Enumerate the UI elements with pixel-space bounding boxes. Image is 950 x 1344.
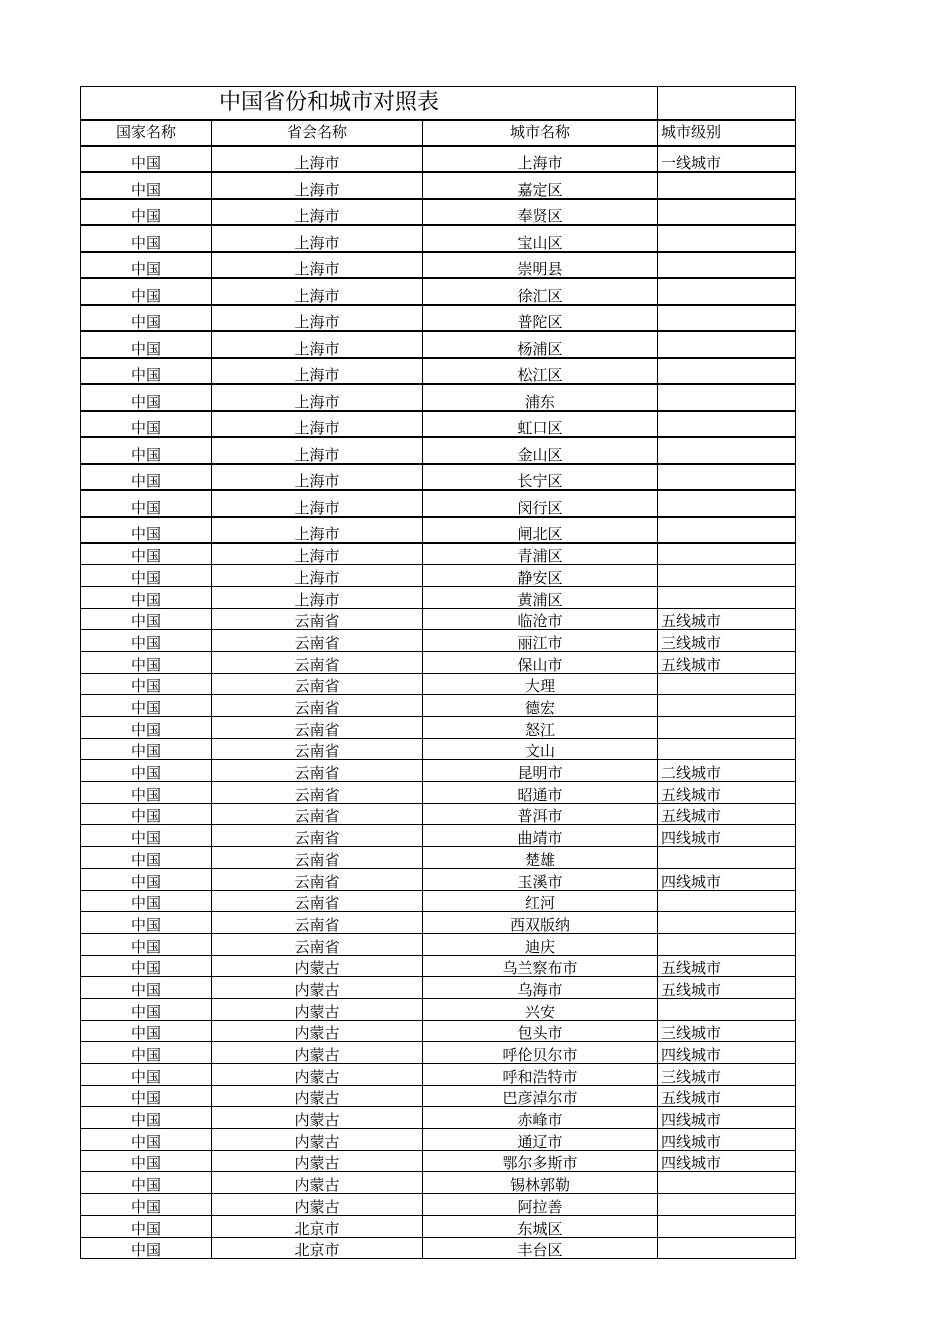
cell-province[interactable]: 上海市	[212, 358, 423, 385]
table-row	[81, 1064, 796, 1086]
cell-province[interactable]: 云南省	[212, 933, 423, 955]
table-row	[81, 1172, 796, 1194]
cell-country[interactable]: 中国	[81, 847, 212, 869]
cell-city[interactable]: 长宁区	[423, 464, 658, 491]
cell-province[interactable]: 云南省	[212, 868, 423, 890]
cell-province[interactable]: 云南省	[212, 717, 423, 739]
table-row	[81, 1150, 796, 1172]
table-row	[81, 305, 796, 332]
cell-country[interactable]: 中国	[81, 384, 212, 411]
cell-province[interactable]: 云南省	[212, 803, 423, 825]
table-row	[81, 384, 796, 411]
cell-country[interactable]: 中国	[81, 630, 212, 652]
cell-level[interactable]: 三线城市	[658, 1020, 796, 1042]
cell-country[interactable]: 中国	[81, 437, 212, 464]
cell-city[interactable]: 奉贤区	[423, 199, 658, 226]
table-row	[81, 225, 796, 252]
cell-level[interactable]: 四线城市	[658, 1129, 796, 1151]
cell-city[interactable]: 呼和浩特市	[423, 1064, 658, 1086]
cell-city[interactable]: 赤峰市	[423, 1107, 658, 1129]
cell-level[interactable]	[658, 933, 796, 955]
cell-country[interactable]: 中国	[81, 977, 212, 999]
cell-country[interactable]: 中国	[81, 331, 212, 358]
table-row	[81, 199, 796, 226]
cell-country[interactable]: 中国	[81, 1172, 212, 1194]
cell-province[interactable]: 云南省	[212, 760, 423, 782]
cell-level[interactable]	[658, 464, 796, 491]
cell-province[interactable]: 内蒙古	[212, 1064, 423, 1086]
cell-country[interactable]: 中国	[81, 695, 212, 717]
cell-level[interactable]: 四线城市	[658, 1150, 796, 1172]
cell-city[interactable]: 黄浦区	[423, 586, 658, 608]
cell-level[interactable]	[658, 490, 796, 517]
table-row	[81, 760, 796, 782]
cell-level[interactable]	[658, 384, 796, 411]
cell-country[interactable]: 中国	[81, 1215, 212, 1237]
cell-city[interactable]: 松江区	[423, 358, 658, 385]
cell-city[interactable]: 普陀区	[423, 305, 658, 332]
cell-province[interactable]: 内蒙古	[212, 1020, 423, 1042]
cell-country[interactable]: 中国	[81, 673, 212, 695]
cell-province[interactable]: 上海市	[212, 565, 423, 587]
cell-level[interactable]: 二线城市	[658, 760, 796, 782]
table-row	[81, 847, 796, 869]
cell-level[interactable]	[658, 172, 796, 199]
cell-country[interactable]: 中国	[81, 738, 212, 760]
table-row	[81, 608, 796, 630]
cell-country[interactable]: 中国	[81, 1042, 212, 1064]
table-row	[81, 146, 796, 173]
cell-province[interactable]: 云南省	[212, 825, 423, 847]
table-row	[81, 933, 796, 955]
table-row	[81, 651, 796, 673]
cell-country[interactable]: 中国	[81, 490, 212, 517]
cell-city[interactable]: 玉溪市	[423, 868, 658, 890]
cell-country[interactable]: 中国	[81, 1020, 212, 1042]
table-row	[81, 695, 796, 717]
cell-country[interactable]: 中国	[81, 358, 212, 385]
cell-city[interactable]: 文山	[423, 738, 658, 760]
cell-province[interactable]: 内蒙古	[212, 955, 423, 977]
cell-country[interactable]: 中国	[81, 608, 212, 630]
cell-province[interactable]: 云南省	[212, 782, 423, 804]
cell-province[interactable]: 云南省	[212, 912, 423, 934]
cell-level[interactable]: 五线城市	[658, 1085, 796, 1107]
cell-level[interactable]: 四线城市	[658, 825, 796, 847]
cell-level[interactable]	[658, 1172, 796, 1194]
cell-level[interactable]	[658, 565, 796, 587]
cell-level[interactable]	[658, 517, 796, 544]
table-row	[81, 868, 796, 890]
cell-level[interactable]	[658, 543, 796, 565]
cell-level[interactable]: 五线城市	[658, 608, 796, 630]
cell-city[interactable]: 大理	[423, 673, 658, 695]
cell-city[interactable]: 红河	[423, 890, 658, 912]
table-row	[81, 890, 796, 912]
cell-city[interactable]: 通辽市	[423, 1129, 658, 1151]
cell-country[interactable]: 中国	[81, 172, 212, 199]
cell-province[interactable]: 北京市	[212, 1237, 423, 1259]
cell-country[interactable]: 中国	[81, 543, 212, 565]
cell-level[interactable]: 四线城市	[658, 1107, 796, 1129]
table-row	[81, 673, 796, 695]
table-row	[81, 1042, 796, 1064]
cell-level[interactable]: 一线城市	[658, 146, 796, 173]
cell-province[interactable]: 上海市	[212, 278, 423, 305]
cell-province[interactable]: 内蒙古	[212, 977, 423, 999]
table-row	[81, 586, 796, 608]
cell-level[interactable]	[658, 1194, 796, 1216]
cell-province[interactable]: 上海市	[212, 384, 423, 411]
cell-level[interactable]: 三线城市	[658, 1064, 796, 1086]
table-row	[81, 782, 796, 804]
cell-city[interactable]: 徐汇区	[423, 278, 658, 305]
cell-level[interactable]	[658, 912, 796, 934]
table-row	[81, 252, 796, 279]
table-row	[81, 1085, 796, 1107]
table-row	[81, 977, 796, 999]
cell-city[interactable]: 巴彦淖尔市	[423, 1085, 658, 1107]
cell-level[interactable]: 五线城市	[658, 977, 796, 999]
table-row	[81, 1020, 796, 1042]
cell-city[interactable]: 崇明县	[423, 252, 658, 279]
cell-country[interactable]: 中国	[81, 782, 212, 804]
cell-city[interactable]: 浦东	[423, 384, 658, 411]
cell-country[interactable]: 中国	[81, 586, 212, 608]
header-city[interactable]: 城市名称	[423, 120, 658, 146]
table-row	[81, 358, 796, 385]
cell-city[interactable]: 闸北区	[423, 517, 658, 544]
cell-province[interactable]: 云南省	[212, 738, 423, 760]
cell-level[interactable]	[658, 358, 796, 385]
cell-province[interactable]: 云南省	[212, 651, 423, 673]
cell-province[interactable]: 上海市	[212, 331, 423, 358]
table-row	[81, 998, 796, 1020]
cell-province[interactable]: 内蒙古	[212, 1042, 423, 1064]
cell-country[interactable]: 中国	[81, 464, 212, 491]
cell-city[interactable]: 德宏	[423, 695, 658, 717]
header-country[interactable]: 国家名称	[81, 120, 212, 146]
cell-country[interactable]: 中国	[81, 998, 212, 1020]
table-row	[81, 738, 796, 760]
cell-city[interactable]: 兴安	[423, 998, 658, 1020]
table-row	[81, 172, 796, 199]
cell-country[interactable]: 中国	[81, 305, 212, 332]
cell-level[interactable]	[658, 738, 796, 760]
cell-province[interactable]: 上海市	[212, 172, 423, 199]
cell-country[interactable]: 中国	[81, 565, 212, 587]
cell-city[interactable]: 昭通市	[423, 782, 658, 804]
cell-city[interactable]: 迪庆	[423, 933, 658, 955]
cell-city[interactable]: 普洱市	[423, 803, 658, 825]
table-row	[81, 630, 796, 652]
cell-city[interactable]: 宝山区	[423, 225, 658, 252]
cell-country[interactable]: 中国	[81, 1107, 212, 1129]
cell-city[interactable]: 西双版纳	[423, 912, 658, 934]
table-row	[81, 517, 796, 544]
cell-province[interactable]: 上海市	[212, 146, 423, 173]
cell-level[interactable]: 四线城市	[658, 868, 796, 890]
table-row	[81, 464, 796, 491]
cell-level[interactable]	[658, 586, 796, 608]
cell-country[interactable]: 中国	[81, 803, 212, 825]
cell-city[interactable]: 鄂尔多斯市	[423, 1150, 658, 1172]
table-row	[81, 490, 796, 517]
cell-city[interactable]: 上海市	[423, 146, 658, 173]
cell-city[interactable]: 虹口区	[423, 411, 658, 438]
cell-city[interactable]: 保山市	[423, 651, 658, 673]
header-province[interactable]: 省会名称	[212, 120, 423, 146]
cell-province[interactable]: 云南省	[212, 695, 423, 717]
cell-city[interactable]: 闵行区	[423, 490, 658, 517]
cell-level[interactable]	[658, 695, 796, 717]
cell-level[interactable]: 五线城市	[658, 651, 796, 673]
cell-province[interactable]: 云南省	[212, 673, 423, 695]
table-row	[81, 278, 796, 305]
cell-province[interactable]: 上海市	[212, 437, 423, 464]
cell-level[interactable]	[658, 437, 796, 464]
cell-country[interactable]: 中国	[81, 1237, 212, 1259]
table-body	[81, 87, 796, 1259]
cell-city[interactable]: 金山区	[423, 437, 658, 464]
cell-level[interactable]	[658, 331, 796, 358]
cell-province[interactable]: 内蒙古	[212, 1085, 423, 1107]
cell-province[interactable]: 云南省	[212, 608, 423, 630]
cell-province[interactable]: 内蒙古	[212, 1107, 423, 1129]
cell-province[interactable]: 上海市	[212, 252, 423, 279]
cell-country[interactable]: 中国	[81, 1150, 212, 1172]
cell-city[interactable]: 青浦区	[423, 543, 658, 565]
cell-province[interactable]: 上海市	[212, 517, 423, 544]
cell-country[interactable]: 中国	[81, 1064, 212, 1086]
cell-country[interactable]: 中国	[81, 1085, 212, 1107]
cell-city[interactable]: 临沧市	[423, 608, 658, 630]
city-reference-table	[80, 86, 796, 1259]
cell-country[interactable]: 中国	[81, 1129, 212, 1151]
cell-country[interactable]: 中国	[81, 411, 212, 438]
cell-province[interactable]: 云南省	[212, 847, 423, 869]
cell-country[interactable]: 中国	[81, 890, 212, 912]
cell-level[interactable]	[658, 717, 796, 739]
cell-city[interactable]: 怒江	[423, 717, 658, 739]
table-row	[81, 1129, 796, 1151]
cell-city[interactable]: 丰台区	[423, 1237, 658, 1259]
cell-city[interactable]: 乌兰察布市	[423, 955, 658, 977]
cell-province[interactable]: 上海市	[212, 464, 423, 491]
header-level[interactable]: 城市级别	[658, 120, 796, 146]
cell-city[interactable]: 锡林郭勒	[423, 1172, 658, 1194]
table-row	[81, 1215, 796, 1237]
cell-level[interactable]	[658, 199, 796, 226]
header-row	[81, 120, 796, 146]
cell-province[interactable]: 上海市	[212, 225, 423, 252]
cell-country[interactable]: 中国	[81, 1194, 212, 1216]
cell-city[interactable]: 呼伦贝尔市	[423, 1042, 658, 1064]
cell-city[interactable]: 杨浦区	[423, 331, 658, 358]
cell-country[interactable]: 中国	[81, 651, 212, 673]
table-row	[81, 825, 796, 847]
cell-country[interactable]: 中国	[81, 955, 212, 977]
cell-province[interactable]: 内蒙古	[212, 1172, 423, 1194]
table-row	[81, 565, 796, 587]
cell-level[interactable]	[658, 1215, 796, 1237]
cell-city[interactable]: 楚雄	[423, 847, 658, 869]
cell-level[interactable]	[658, 278, 796, 305]
cell-country[interactable]: 中国	[81, 760, 212, 782]
cell-city[interactable]: 曲靖市	[423, 825, 658, 847]
sheet-title[interactable]: 中国省份和城市对照表	[81, 87, 658, 120]
cell-level[interactable]	[658, 305, 796, 332]
title-empty-cell[interactable]	[658, 87, 796, 120]
cell-level[interactable]	[658, 998, 796, 1020]
table-row	[81, 1237, 796, 1259]
cell-country[interactable]: 中国	[81, 225, 212, 252]
cell-level[interactable]	[658, 890, 796, 912]
cell-level[interactable]: 三线城市	[658, 630, 796, 652]
cell-level[interactable]: 四线城市	[658, 1042, 796, 1064]
table-row	[81, 331, 796, 358]
cell-country[interactable]: 中国	[81, 517, 212, 544]
cell-city[interactable]: 嘉定区	[423, 172, 658, 199]
cell-country[interactable]: 中国	[81, 146, 212, 173]
table-row	[81, 955, 796, 977]
cell-province[interactable]: 上海市	[212, 305, 423, 332]
cell-province[interactable]: 内蒙古	[212, 1129, 423, 1151]
cell-level[interactable]: 五线城市	[658, 955, 796, 977]
cell-city[interactable]: 阿拉善	[423, 1194, 658, 1216]
table-row	[81, 803, 796, 825]
cell-country[interactable]: 中国	[81, 868, 212, 890]
cell-city[interactable]: 昆明市	[423, 760, 658, 782]
cell-country[interactable]: 中国	[81, 199, 212, 226]
cell-level[interactable]	[658, 411, 796, 438]
table-row	[81, 912, 796, 934]
table-row	[81, 1194, 796, 1216]
cell-level[interactable]	[658, 252, 796, 279]
cell-country[interactable]: 中国	[81, 912, 212, 934]
cell-province[interactable]: 云南省	[212, 630, 423, 652]
cell-country[interactable]: 中国	[81, 252, 212, 279]
cell-country[interactable]: 中国	[81, 278, 212, 305]
cell-level[interactable]	[658, 225, 796, 252]
cell-province[interactable]: 上海市	[212, 199, 423, 226]
cell-country[interactable]: 中国	[81, 825, 212, 847]
cell-level[interactable]	[658, 673, 796, 695]
title-row	[81, 87, 796, 120]
cell-city[interactable]: 包头市	[423, 1020, 658, 1042]
cell-city[interactable]: 丽江市	[423, 630, 658, 652]
cell-level[interactable]: 五线城市	[658, 803, 796, 825]
cell-province[interactable]: 上海市	[212, 411, 423, 438]
cell-level[interactable]	[658, 1237, 796, 1259]
cell-country[interactable]: 中国	[81, 717, 212, 739]
table-row	[81, 543, 796, 565]
cell-province[interactable]: 北京市	[212, 1215, 423, 1237]
table-row	[81, 1107, 796, 1129]
table-row	[81, 717, 796, 739]
cell-province[interactable]: 内蒙古	[212, 998, 423, 1020]
cell-country[interactable]: 中国	[81, 933, 212, 955]
cell-province[interactable]: 上海市	[212, 586, 423, 608]
cell-city[interactable]: 静安区	[423, 565, 658, 587]
table-row	[81, 411, 796, 438]
cell-province[interactable]: 内蒙古	[212, 1194, 423, 1216]
cell-province[interactable]: 云南省	[212, 890, 423, 912]
cell-province[interactable]: 内蒙古	[212, 1150, 423, 1172]
cell-level[interactable]: 五线城市	[658, 782, 796, 804]
cell-level[interactable]	[658, 847, 796, 869]
cell-province[interactable]: 上海市	[212, 543, 423, 565]
cell-city[interactable]: 东城区	[423, 1215, 658, 1237]
table-row	[81, 437, 796, 464]
cell-province[interactable]: 上海市	[212, 490, 423, 517]
cell-city[interactable]: 乌海市	[423, 977, 658, 999]
